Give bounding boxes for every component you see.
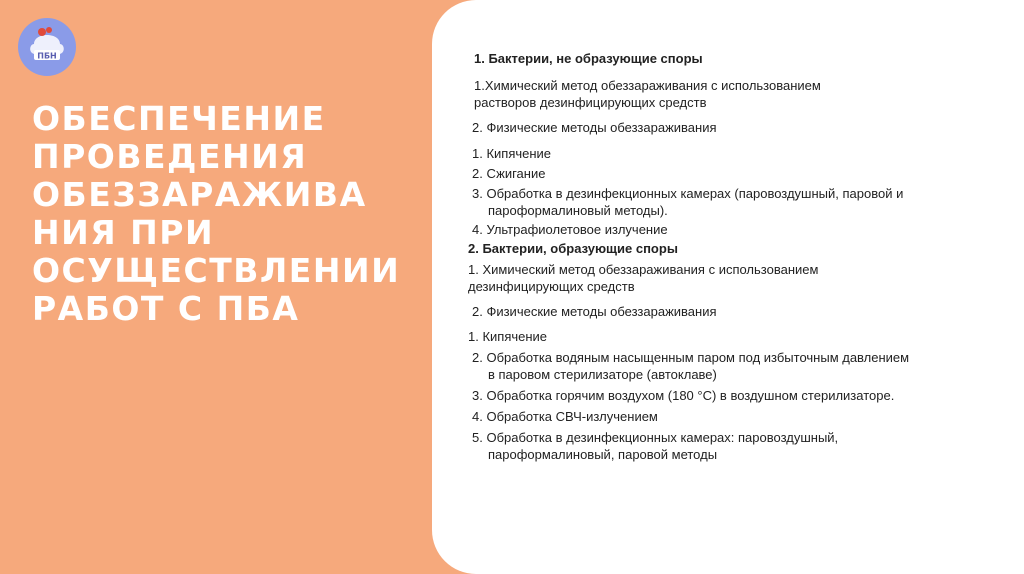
list-item: 4. Обработка СВЧ-излучением — [472, 409, 658, 424]
title-line: ПРОВЕДЕНИЯ — [32, 137, 308, 176]
title-line: ОСУЩЕСТВЛЕНИИ — [32, 251, 401, 290]
list-item: дезинфицирующих средств — [468, 279, 635, 294]
title-line: РАБОТ С ПБА — [32, 289, 300, 328]
title-line: НИЯ ПРИ — [32, 213, 215, 252]
content-list — [468, 50, 1013, 463]
list-item: 3. Обработка горячим воздухом (180 °C) в воздушном стерилизаторе. — [472, 388, 895, 403]
list-item: 5. Обработка в дезинфекционных камерах: паровоздушный, — [472, 430, 839, 445]
list-item: 3. Обработка в дезинфекционных камерах (паровоздушный, паровой и — [472, 186, 904, 201]
list-item: пароформалиновый методы). — [488, 203, 668, 218]
list-item: пароформалиновый, паровой методы — [488, 447, 718, 462]
list-item: 1. Кипячение — [468, 329, 548, 344]
title-line: ОБЕСПЕЧЕНИЕ — [32, 99, 326, 138]
title-line: ОБЕЗЗАРАЖИВА — [32, 175, 367, 214]
list-item: 2. Обработка водяным насыщенным паром под избыточным давлением — [472, 350, 910, 365]
list-item: растворов дезинфицирующих средств — [474, 95, 707, 110]
logo-text: ПБН — [37, 51, 57, 61]
mascot-logo-icon — [22, 22, 72, 72]
list-item: в паровом стерилизаторе (автоклаве) — [488, 367, 717, 382]
section-heading: 2. Бактерии, образующие споры — [468, 241, 678, 256]
list-item: 1. Химический метод обеззараживания с использованием — [468, 262, 819, 277]
logo — [18, 18, 76, 76]
section-heading: 1. Бактерии, не образующие споры — [474, 51, 703, 66]
list-item: 2. Физические методы обеззараживания — [472, 120, 717, 135]
list-item: 4. Ультрафиолетовое излучение — [472, 222, 668, 237]
list-item: 1.Химический метод обеззараживания с использованием — [474, 78, 821, 93]
list-item: 2. Физические методы обеззараживания — [472, 304, 717, 319]
list-item: 1. Кипячение — [472, 146, 552, 161]
list-item: 2. Сжигание — [472, 166, 546, 181]
slide-title — [32, 100, 422, 328]
